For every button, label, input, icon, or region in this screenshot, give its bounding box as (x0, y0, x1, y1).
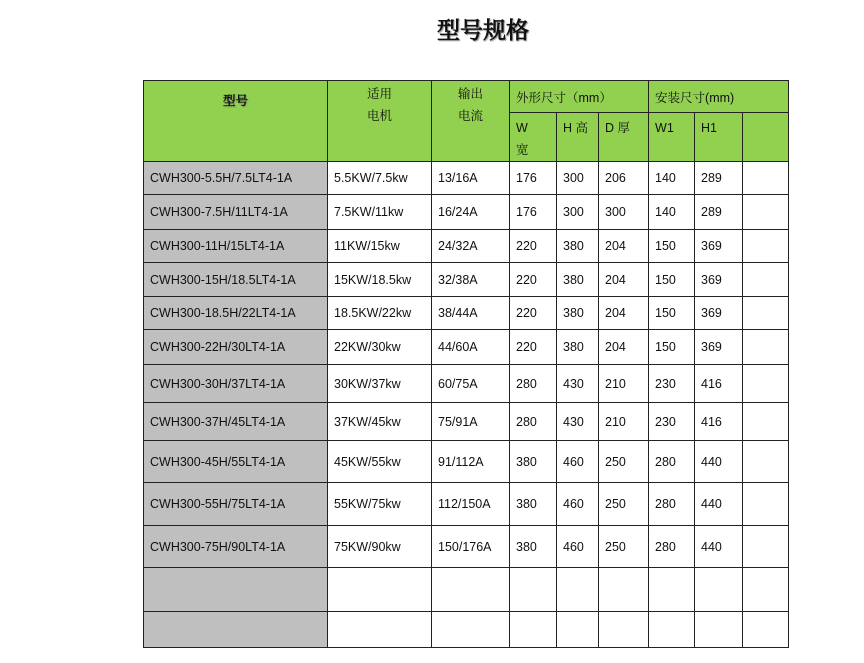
cell-h: 430 (557, 403, 599, 441)
cell-d: 300 (599, 195, 649, 230)
cell-h1: 369 (695, 263, 743, 297)
cell-motor: 37KW/45kw (328, 403, 432, 441)
cell-w1: 140 (649, 195, 695, 230)
cell-h1: 440 (695, 526, 743, 568)
cell-empty (743, 526, 789, 568)
cell-model: CWH300-11H/15LT4-1A (144, 230, 328, 263)
cell-model (144, 612, 328, 648)
spec-table (143, 80, 789, 648)
cell-w (510, 612, 557, 648)
header-h1: H1 (695, 113, 743, 162)
cell-w: 220 (510, 297, 557, 330)
cell-w: 280 (510, 365, 557, 403)
page-title: 型号规格 (437, 18, 529, 44)
cell-motor: 7.5KW/11kw (328, 195, 432, 230)
cell-w1: 140 (649, 162, 695, 195)
cell-d: 204 (599, 297, 649, 330)
cell-h: 430 (557, 365, 599, 403)
cell-empty (743, 612, 789, 648)
cell-empty (743, 365, 789, 403)
cell-current (432, 568, 510, 612)
cell-model (144, 568, 328, 612)
cell-h1: 369 (695, 330, 743, 365)
table-row (144, 441, 789, 483)
cell-h1: 289 (695, 195, 743, 230)
cell-motor: 55KW/75kw (328, 483, 432, 526)
cell-h (557, 612, 599, 648)
cell-w1: 230 (649, 365, 695, 403)
cell-motor (328, 568, 432, 612)
cell-d: 206 (599, 162, 649, 195)
header-current-line1: 输出 (457, 87, 483, 101)
cell-empty (743, 297, 789, 330)
cell-d: 204 (599, 230, 649, 263)
cell-empty (743, 263, 789, 297)
cell-h1: 440 (695, 483, 743, 526)
cell-current: 44/60A (432, 330, 510, 365)
cell-empty (743, 162, 789, 195)
cell-h: 460 (557, 526, 599, 568)
cell-w1: 150 (649, 263, 695, 297)
table-row (144, 330, 789, 365)
header-motor-line2: 电机 (366, 109, 392, 123)
cell-empty (743, 403, 789, 441)
cell-w1 (649, 612, 695, 648)
cell-model: CWH300-75H/90LT4-1A (144, 526, 328, 568)
table-row (144, 568, 789, 612)
cell-current: 38/44A (432, 297, 510, 330)
table-row (144, 297, 789, 330)
cell-empty (743, 195, 789, 230)
cell-h: 380 (557, 230, 599, 263)
cell-d: 204 (599, 263, 649, 297)
table-row (144, 195, 789, 230)
header-current (432, 81, 510, 162)
cell-d: 204 (599, 330, 649, 365)
cell-model: CWH300-15H/18.5LT4-1A (144, 263, 328, 297)
cell-d: 250 (599, 483, 649, 526)
cell-w1 (649, 568, 695, 612)
cell-current: 24/32A (432, 230, 510, 263)
cell-h: 460 (557, 441, 599, 483)
cell-w: 176 (510, 162, 557, 195)
cell-w: 220 (510, 263, 557, 297)
cell-motor: 15KW/18.5kw (328, 263, 432, 297)
cell-d (599, 612, 649, 648)
cell-w: 380 (510, 483, 557, 526)
cell-w1: 150 (649, 330, 695, 365)
cell-model: CWH300-5.5H/7.5LT4-1A (144, 162, 328, 195)
cell-current: 150/176A (432, 526, 510, 568)
cell-w1: 150 (649, 230, 695, 263)
cell-motor: 18.5KW/22kw (328, 297, 432, 330)
cell-empty (743, 330, 789, 365)
cell-motor: 5.5KW/7.5kw (328, 162, 432, 195)
table-row (144, 526, 789, 568)
cell-h: 380 (557, 330, 599, 365)
cell-h1: 289 (695, 162, 743, 195)
cell-current: 13/16A (432, 162, 510, 195)
cell-h1: 416 (695, 403, 743, 441)
cell-model: CWH300-30H/37LT4-1A (144, 365, 328, 403)
header-w-line1: W (516, 121, 528, 135)
header-mounting: 安装尺寸(mm) (649, 81, 789, 113)
cell-motor: 45KW/55kw (328, 441, 432, 483)
table-row (144, 403, 789, 441)
cell-current: 60/75A (432, 365, 510, 403)
cell-w: 220 (510, 230, 557, 263)
cell-model: CWH300-22H/30LT4-1A (144, 330, 328, 365)
cell-motor: 75KW/90kw (328, 526, 432, 568)
cell-h1 (695, 612, 743, 648)
cell-w1: 230 (649, 403, 695, 441)
cell-w1: 150 (649, 297, 695, 330)
header-h: H 高 (557, 113, 599, 162)
cell-motor: 22KW/30kw (328, 330, 432, 365)
cell-d: 210 (599, 365, 649, 403)
cell-current (432, 612, 510, 648)
header-w (510, 113, 557, 162)
table-row (144, 612, 789, 648)
cell-model: CWH300-18.5H/22LT4-1A (144, 297, 328, 330)
cell-model: CWH300-45H/55LT4-1A (144, 441, 328, 483)
cell-d: 250 (599, 441, 649, 483)
cell-w (510, 568, 557, 612)
cell-h: 300 (557, 162, 599, 195)
table-row (144, 230, 789, 263)
cell-current: 75/91A (432, 403, 510, 441)
cell-model: CWH300-55H/75LT4-1A (144, 483, 328, 526)
cell-w: 280 (510, 403, 557, 441)
cell-d: 250 (599, 526, 649, 568)
cell-model: CWH300-37H/45LT4-1A (144, 403, 328, 441)
table-row (144, 483, 789, 526)
cell-current: 91/112A (432, 441, 510, 483)
table-row (144, 162, 789, 195)
header-empty (743, 113, 789, 162)
cell-h: 460 (557, 483, 599, 526)
cell-h1: 369 (695, 230, 743, 263)
cell-h1: 369 (695, 297, 743, 330)
cell-model: CWH300-7.5H/11LT4-1A (144, 195, 328, 230)
cell-d: 210 (599, 403, 649, 441)
cell-d (599, 568, 649, 612)
cell-h: 380 (557, 297, 599, 330)
cell-current: 112/150A (432, 483, 510, 526)
spec-table-body (144, 162, 789, 648)
cell-empty (743, 230, 789, 263)
table-row (144, 263, 789, 297)
cell-motor: 30KW/37kw (328, 365, 432, 403)
table-row (144, 365, 789, 403)
cell-motor (328, 612, 432, 648)
cell-w: 176 (510, 195, 557, 230)
header-motor (328, 81, 432, 162)
cell-h1 (695, 568, 743, 612)
header-d: D 厚 (599, 113, 649, 162)
header-current-line2: 电流 (457, 109, 483, 123)
cell-current: 16/24A (432, 195, 510, 230)
cell-w1: 280 (649, 441, 695, 483)
cell-empty (743, 441, 789, 483)
cell-h1: 416 (695, 365, 743, 403)
cell-w: 380 (510, 526, 557, 568)
header-motor-line1: 适用 (366, 87, 392, 101)
cell-w1: 280 (649, 526, 695, 568)
cell-empty (743, 568, 789, 612)
cell-h1: 440 (695, 441, 743, 483)
cell-empty (743, 483, 789, 526)
cell-motor: 11KW/15kw (328, 230, 432, 263)
header-model: 型号 (144, 81, 328, 162)
header-w1: W1 (649, 113, 695, 162)
cell-current: 32/38A (432, 263, 510, 297)
header-w-line2: 宽 (516, 143, 529, 157)
cell-h: 300 (557, 195, 599, 230)
cell-w1: 280 (649, 483, 695, 526)
cell-h (557, 568, 599, 612)
cell-w: 220 (510, 330, 557, 365)
cell-h: 380 (557, 263, 599, 297)
header-dimensions: 外形尺寸（mm） (510, 81, 649, 113)
cell-w: 380 (510, 441, 557, 483)
